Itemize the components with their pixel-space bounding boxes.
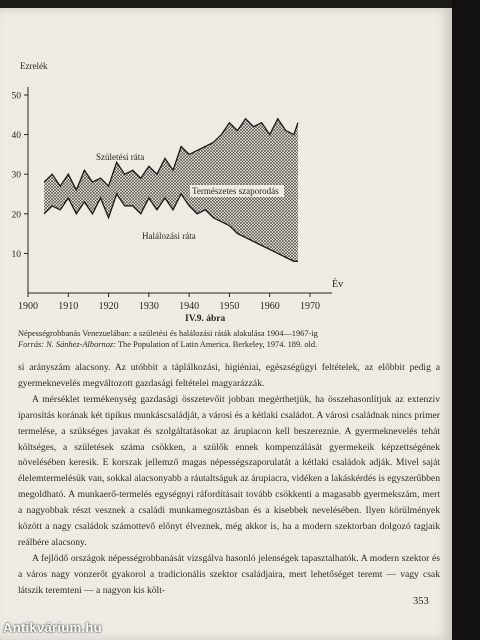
- x-axis-label: Év: [332, 279, 344, 290]
- book-page: [0, 8, 452, 640]
- source-text: The Population of Latin America. Berkeley, 1974. 189. old.: [117, 340, 318, 349]
- body-text: [18, 360, 440, 599]
- x-tick-label: 1900: [18, 301, 38, 310]
- x-tick-label: 1920: [98, 301, 119, 310]
- death-rate-annotation: Halálozási ráta: [142, 231, 196, 241]
- watermark-logo: Antikvárium.hu: [3, 620, 102, 635]
- y-tick-label: 50: [11, 91, 21, 102]
- y-axis-label: Ezrelék: [20, 61, 48, 71]
- y-tick-label: 30: [11, 170, 21, 181]
- source-label: Forrás: N. Sánhez-Albornoz:: [18, 340, 116, 349]
- x-tick-label: 1960: [259, 301, 280, 310]
- figure-label: IV.9. ábra: [185, 314, 226, 324]
- y-tick-label: 20: [11, 210, 21, 221]
- x-tick-label: 1970: [300, 301, 320, 310]
- book-gutter: [452, 0, 480, 640]
- birth-rate-annotation: Születési ráta: [96, 152, 145, 162]
- paragraph: si arányszám alacsony. Az utóbbit a táplálkozási, higiéniai, egészségügyi feltételek, az előbbit pedig a gyermeknevelés megváltozott gazdasági feltételei magyarázzák.: [18, 362, 440, 389]
- x-tick-label: 1940: [179, 301, 200, 310]
- paragraph: A fejlődő országok népességrobbanását vizsgálva hasonló jelenségek tapasztalhatók. A modern szektor és a város nagy vonzerőt gyakorol a tradicionális szektor családjaira, mert lehetőséget teremt — vagy csak látszik teremteni — a nagyon kis költ-: [18, 552, 440, 596]
- x-tick-label: 1950: [219, 301, 240, 310]
- figure-source: [18, 339, 446, 350]
- page-number: 353: [413, 596, 429, 607]
- birth-death-rate-chart: [0, 48, 452, 310]
- paragraph: A mérséklet termékenység gazdasági összetevőit jobban megérthetjük, ha összehasonlítjuk az extenzív iparosítás korának két tipikus munkáscsaládját, a városi és a kétlaki családot. A városi családnak nincs primer termelése, a szükséges javakat és szolgáltatásokat az árupiacon kell beszereznie. A gyermeknevelés tehát költséges, a születések száma csökken, a szülők ennek kompenzálását gyermekeik képzettségének növelésében keresik. E korszak jellemző magas népességszaporulatát a kétlaki családok adják. Mivel saját élelemtermelésük van, sokkal alacsonyabb a ráutaltságuk az árupiacra, vidéken a lakáskérdés is egyszerűbben megoldható. A munkaerő-termelés egységnyi ráfordításait tovább csökkenti a magasabb gyermekszám, mert a nagyobbak részt vesznek a családi munkamegosztásban és a kisebbek nevelésében. Ilyen körülmények között a nagy családok számottevő előnyt élveznek, még akkor is, ha a modern szektorban dolgozó tagjaik reálbére alacsony.: [18, 393, 440, 548]
- y-tick-label: 10: [11, 249, 21, 260]
- x-tick-label: 1910: [58, 301, 79, 310]
- x-tick-label: 1930: [138, 301, 159, 310]
- natural-increase-annotation: Természetes szaporodás: [192, 186, 279, 196]
- y-tick-label: 40: [11, 131, 21, 142]
- figure-caption: Népességrobbanás Venezuelában: a születési és halálozási ráták alakulása 1904—1967-ig: [18, 329, 318, 338]
